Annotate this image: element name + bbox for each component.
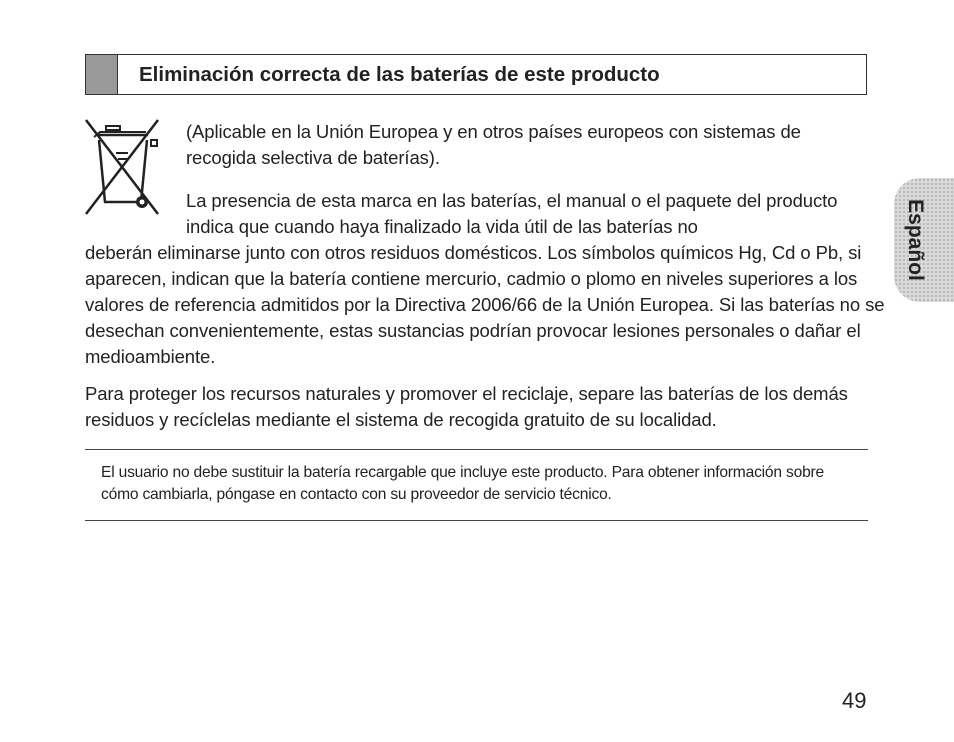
section-heading: [85, 54, 867, 95]
section-title: Eliminación correcta de las baterías de este producto: [139, 62, 660, 86]
note-top-divider: [85, 449, 868, 450]
marking-paragraph-continued: deberán eliminarse junto con otros residuos domésticos. Los símbolos químicos Hg, Cd o Pb, si aparecen, indican que la batería contiene mercurio, cadmio o plomo en niveles superiores a los valores de referencia admitidos por la Directiva 2006/66 de la Unión Europea. Si las baterías no se desechan convenientemente, estas sustancias podrían provocar lesiones personales o dañar el medioambiente.: [85, 242, 885, 367]
applicability-paragraph: (Aplicable en la Unión Europea y en otros países europeos con sistemas de recogida selectiva de baterías).: [186, 121, 801, 168]
crossed-out-wheelie-bin-icon: [84, 118, 162, 218]
marking-paragraph-start: La presencia de esta marca en las baterías, el manual o el paquete del producto indica que cuando haya finalizado la vida útil de las baterías no: [186, 190, 838, 237]
language-tab-label: Español: [904, 199, 927, 281]
recycling-paragraph: Para proteger los recursos naturales y promover el reciclaje, separe las baterías de los demás residuos y recíclelas mediante el sistema de recogida gratuito de su localidad.: [85, 383, 848, 430]
battery-note: El usuario no debe sustituir la batería recargable que incluye este producto. Para obtener información sobre cómo cambiarla, póngase en contacto con su proveedor de servicio técnico.: [101, 464, 825, 503]
page-number: 49: [842, 688, 867, 713]
note-bottom-divider: [85, 520, 868, 521]
heading-marker: [86, 55, 118, 94]
